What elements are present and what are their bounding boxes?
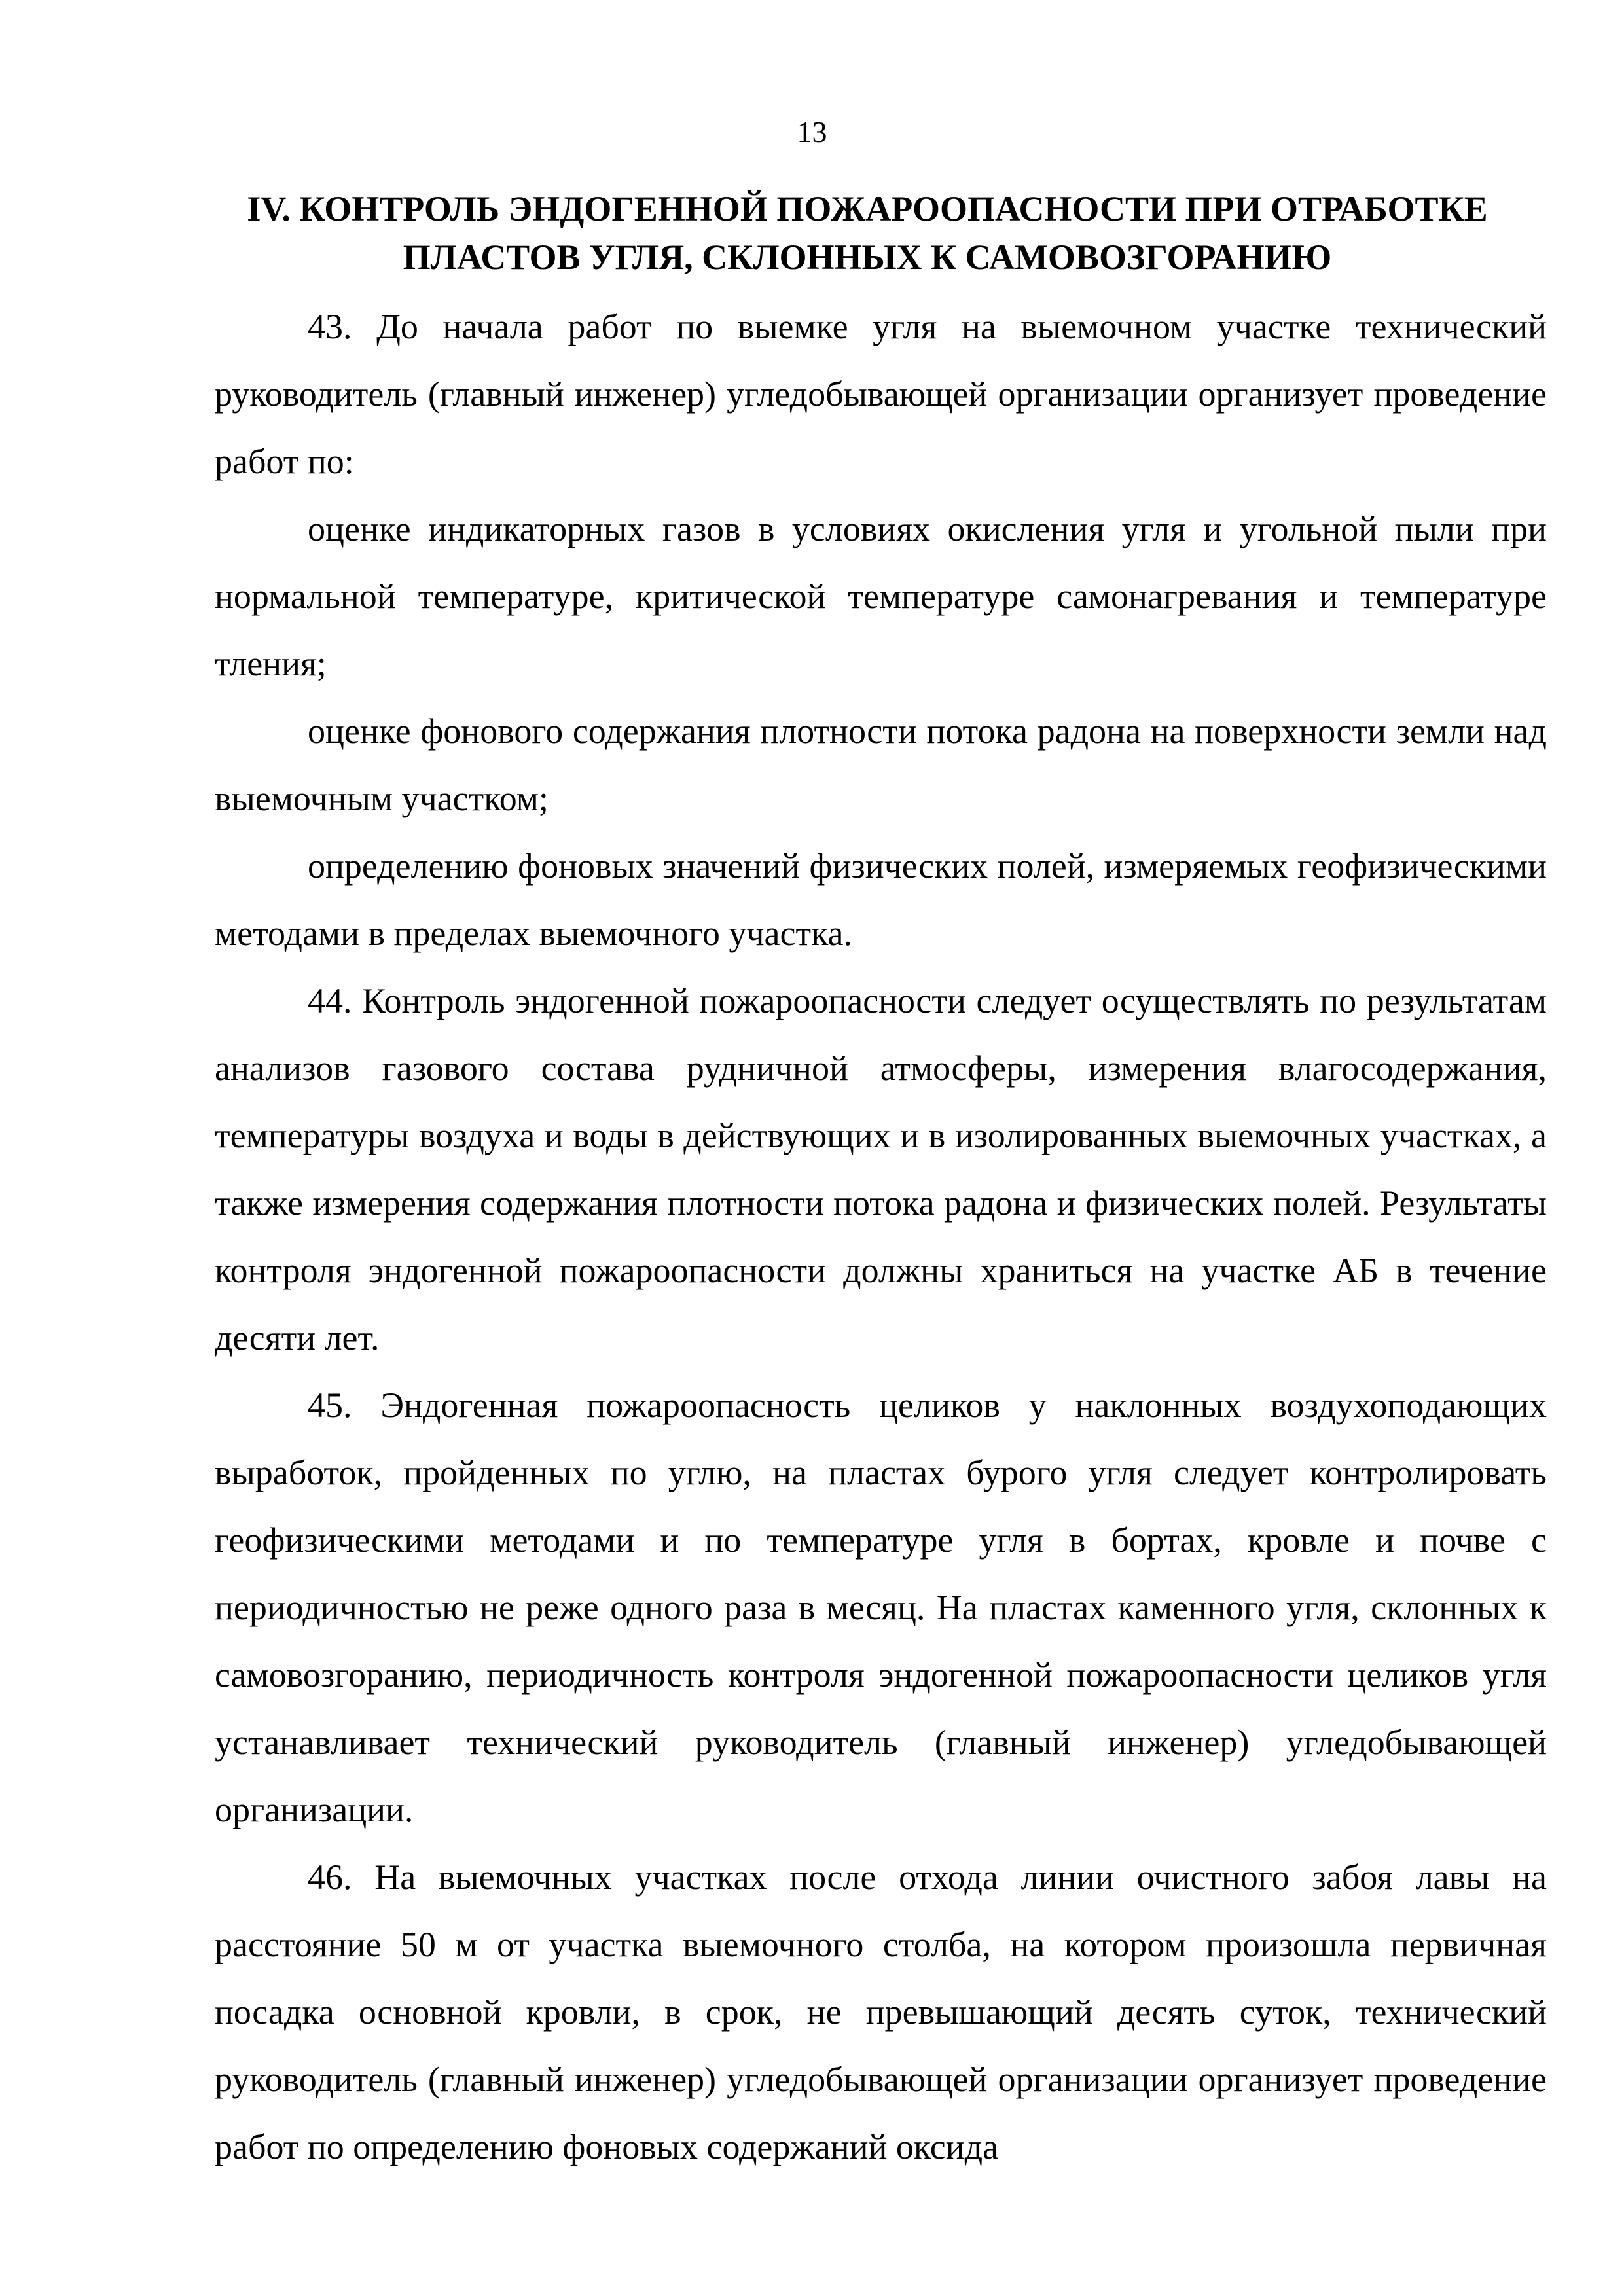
paragraph-43: 43. До начала работ по выемке угля на выемочном участке технический руководитель (главный инженер) угледобывающей организации организует проведение работ по: <box>215 307 1547 481</box>
document-body <box>215 293 1547 2181</box>
section-heading <box>216 185 1519 281</box>
paragraph-43-item-3: определению фоновых значений физических полей, измеряемых геофизическими методами в пределах выемочного участка. <box>215 846 1547 953</box>
page-number: 13 <box>797 115 827 149</box>
paragraph-44: 44. Контроль эндогенной пожароопасности следует осуществлять по результатам анализов газового состава рудничной атмосферы, измерения влагосодержания, температуры воздуха и воды в действующих и в изолированных выемочных участках, а также измерения содержания плотности потока радона и физических полей. Результаты контроля эндогенной пожароопасности должны храниться на участке АБ в течение десяти лет. <box>215 981 1547 1357</box>
paragraph-43-item-1: оценке индикаторных газов в условиях окисления угля и угольной пыли при нормальной температуре, критической температуре самонагревания и температуре тления; <box>215 509 1547 683</box>
paragraph-46: 46. На выемочных участках после отхода линии очистного забоя лавы на расстояние 50 м от участка выемочного столба, на котором произошла первичная посадка основной кровли, в срок, не превышающий десять суток, технический руководитель (главный инженер) угледобывающей организации организует проведение работ по определению фоновых содержаний оксида <box>215 1857 1547 2166</box>
paragraph-43-item-2: оценке фонового содержания плотности потока радона на поверхности земли над выемочным участком; <box>215 711 1547 818</box>
paragraph-45: 45. Эндогенная пожароопасность целиков у наклонных воздухоподающих выработок, пройденных по углю, на пластах бурого угля следует контролировать геофизическими методами и по температуре угля в бортах, кровле и почве с периодичностью не реже одного раза в месяц. На пластах каменного угля, склонных к самовозгоранию, периодичность контроля эндогенной пожароопасности целиков угля устанавливает технический руководитель (главный инженер) угледобывающей организации. <box>215 1386 1547 1829</box>
section-heading-line-2: ПЛАСТОВ УГЛЯ, СКЛОННЫХ К САМОВОЗГОРАНИЮ <box>403 238 1332 277</box>
section-heading-line-1: IV. КОНТРОЛЬ ЭНДОГЕННОЙ ПОЖАРООПАСНОСТИ ПРИ ОТРАБОТКЕ <box>247 189 1488 228</box>
